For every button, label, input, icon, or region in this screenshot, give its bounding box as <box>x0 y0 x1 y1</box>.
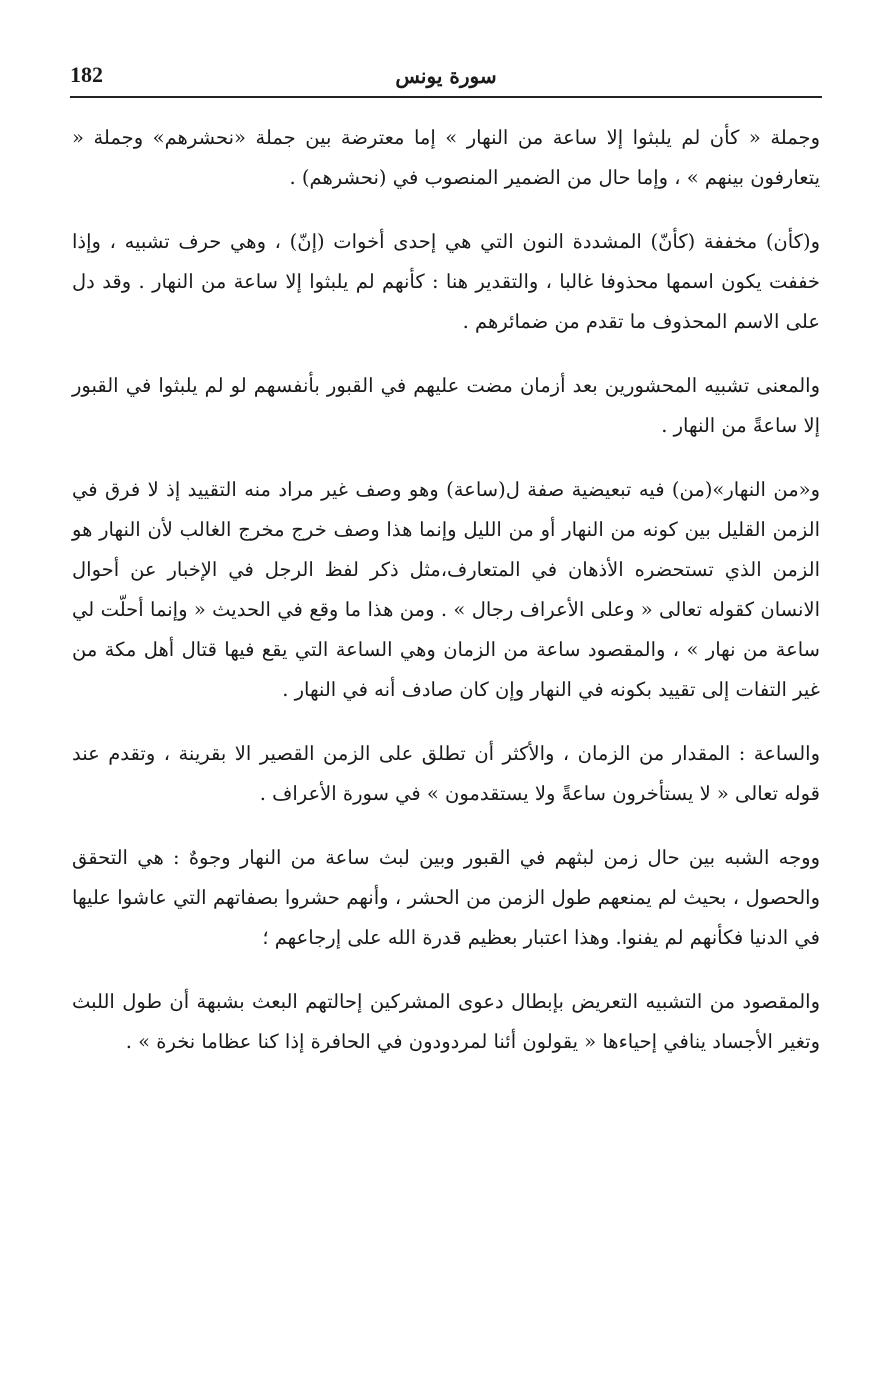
paragraph: ووجه الشبه بين حال زمن لبثهم في القبور وبين لبث ساعة من النهار وجوهٌ : هي التحقق والحصول ، بحيث لم يمنعهم طول الزمن من الحشر ، وأنهم حشروا بصفاتهم التي عاشوا عليها في الدنيا فكأنهم لم يفنوا. وهذا اعتبار بعظيم قدرة الله على إرجاعهم ؛ <box>72 846 820 949</box>
page-body <box>72 118 820 1086</box>
paragraph: والمعنى تشبيه المحشورين بعد أزمان مضت عليهم في القبور بأنفسهم لو لم يلبثوا في القبور إلا ساعةً من النهار . <box>72 374 820 437</box>
header-divider <box>70 96 822 98</box>
paragraph: وجملة « كأن لم يلبثوا إلا ساعة من النهار » إما معترضة بين جملة «نحشرهم» وجملة « يتعارفون بينهم » ، وإما حال من الضمير المنصوب في (نحشرهم) . <box>72 126 820 189</box>
paragraph: والمقصود من التشبيه التعريض بإبطال دعوى المشركين إحالتهم البعث بشبهة أن طول اللبث وتغير الأجساد ينافي إحياءها « يقولون أئنا لمردودون في الحافرة إذا كنا عظاما نخرة » . <box>72 990 820 1053</box>
paragraph: و(كأن) مخففة (كأنّ) المشددة النون التي هي إحدى أخوات (إنّ) ، وهي حرف تشبيه ، وإذا خففت يكون اسمها محذوفا غالبا ، والتقدير هنا : كأنهم لم يلبثوا إلا ساعة من النهار . وقد دل على الاسم المحذوف ما تقدم من ضمائرهم . <box>72 230 820 333</box>
page-header <box>70 56 822 98</box>
surah-title: سورة يونس <box>395 64 497 88</box>
paragraph: و«من النهار»(من) فيه تبعيضية صفة ل(ساعة) وهو وصف غير مراد منه التقييد إذ لا فرق في الزمن القليل بين كونه من النهار أو من الليل وإنما هذا وصف خرج مخرج الغالب لأن النهار هو الزمن الذي تستحضره الأذهان في المتعارف،مثل ذكر لفظ الرجل في الإخبار عن أحوال الانسان كقوله تعالى « وعلى الأعراف رجال » . ومن هذا ما وقع في الحديث « وإنما أحلّت لي ساعة من نهار » ، والمقصود ساعة من الزمان وهي الساعة التي يقع فيها قتال أهل مكة من غير التفات إلى تقييد بكونه في النهار وإن كان صادف أنه في النهار . <box>72 478 820 701</box>
page-number: 182 <box>70 62 103 87</box>
paragraph: والساعة : المقدار من الزمان ، والأكثر أن تطلق على الزمن القصير الا بقرينة ، وتقدم عند قوله تعالى « لا يستأخرون ساعةً ولا يستقدمون » في سورة الأعراف . <box>72 742 820 805</box>
